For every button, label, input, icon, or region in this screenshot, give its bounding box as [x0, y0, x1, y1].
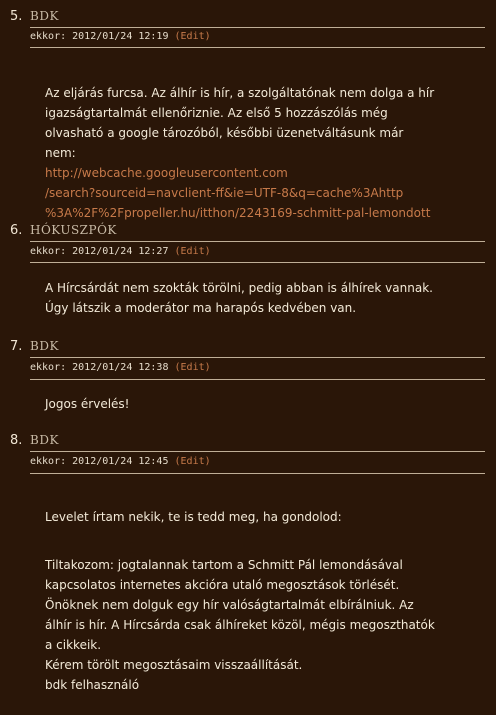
comment-body: A Hírcsárdát nem szokták törölni, pedig abban is álhírek vannak. Úgy látszik a moderátor ma harapós kedvében van. [45, 281, 433, 315]
comment-author[interactable]: BDK [30, 433, 59, 447]
comment-body [45, 63, 490, 223]
edit-link[interactable]: (Edit) [174, 362, 211, 373]
comment-timestamp: ekkor: 2012/01/24 12:45 [30, 456, 169, 467]
author-divider [30, 27, 485, 28]
meta-divider [30, 473, 485, 474]
author-divider [30, 357, 485, 358]
comment-number: 6. [10, 223, 23, 238]
comment-body [45, 487, 490, 715]
meta-divider [30, 47, 485, 48]
comment-author[interactable]: BDK [30, 9, 59, 23]
comment-letter: Tiltakozom: jogtalannak tartom a Schmitt Pál lemondásával kapcsolatos internetes akcióra utaló megosztások törlését. Önöknek nem dolguk egy hír valóságtartalmát elbírálniuk. Az álhír is hír. A Hírcsárda csak álhíreket közöl, mégis megoszthatók a cikkeik. Kérem törölt megosztásaim visszaállítását. bdk felhasználó [45, 558, 435, 692]
comment-text: Az eljárás furcsa. Az álhír is hír, a szolgáltatónak nem dolga a hír igazságtartalmát ellenőriznie. Az első 5 hozzászólás még olvasható a google tározóból, későbbi üzenetváltásunk már nem: [45, 86, 435, 160]
cache-link[interactable]: http://webcache.googleusercontent.com /search?sourceid=navclient-ff&ie=UTF-8&q=cache%3Ahttp %3A%2F%2Fpropeller.hu/itthon/2243169-schmitt-pal-lemondott [45, 166, 431, 220]
meta-divider [30, 262, 485, 263]
author-divider [30, 451, 485, 452]
comment-timestamp: ekkor: 2012/01/24 12:27 [30, 246, 169, 257]
edit-link[interactable]: (Edit) [174, 456, 211, 467]
comment-number: 5. [10, 9, 23, 24]
comment-number: 8. [10, 433, 23, 448]
author-divider [30, 241, 485, 242]
comment-meta [30, 456, 211, 467]
comment-body: Jogos érvelés! [45, 397, 130, 411]
comment-meta [30, 362, 211, 373]
comment-author[interactable]: BDK [30, 339, 59, 353]
comment-timestamp: ekkor: 2012/01/24 12:19 [30, 31, 169, 42]
comment-author[interactable]: HÓKUSZPÓK [30, 223, 117, 237]
comment-timestamp: ekkor: 2012/01/24 12:38 [30, 362, 169, 373]
meta-divider [30, 379, 485, 380]
comment-number: 7. [10, 339, 23, 354]
comment-meta [30, 246, 211, 257]
edit-link[interactable]: (Edit) [174, 31, 211, 42]
comment-meta [30, 31, 211, 42]
edit-link[interactable]: (Edit) [174, 246, 211, 257]
comment-text: Levelet írtam nekik, te is tedd meg, ha gondolod: [45, 510, 342, 524]
